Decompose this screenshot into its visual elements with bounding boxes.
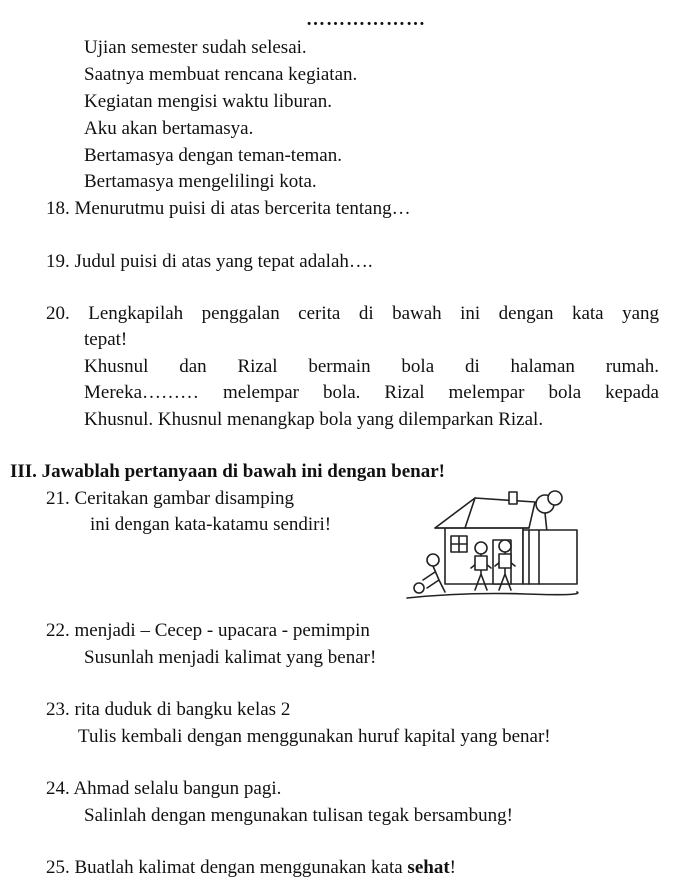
question-20-story-3: Khusnul. Khusnul menangkap bola yang dilemparkan Rizal. bbox=[84, 409, 544, 430]
question-23-line-1: 23. rita duduk di bangku kelas 2 bbox=[46, 699, 291, 720]
question-24-line-2: Salinlah dengan mengunakan tulisan tegak bersambung! bbox=[84, 805, 513, 826]
question-25-keyword: sehat bbox=[407, 857, 450, 878]
question-20-story-1: Khusnul dan Rizal bermain bola di halaman rumah. bbox=[84, 356, 659, 377]
house-children-illustration bbox=[405, 488, 580, 606]
poem-line-6: Bertamasya mengelilingi kota. bbox=[84, 171, 317, 192]
question-21-line-2: ini dengan kata-katamu sendiri! bbox=[90, 514, 332, 535]
question-20-story-2: Mereka……… melempar bola. Rizal melempar bola kepada bbox=[84, 382, 659, 403]
question-22-line-1: 22. menjadi – Cecep - upacara - pemimpin bbox=[46, 620, 370, 641]
question-19: 19. Judul puisi di atas yang tepat adalah…. bbox=[46, 251, 373, 272]
poem-title-placeholder: ……………… bbox=[306, 9, 426, 30]
question-20-line-1: 20. Lengkapilah penggalan cerita di bawah ini dengan kata yang bbox=[46, 303, 659, 324]
question-21-line-1: 21. Ceritakan gambar disamping bbox=[46, 488, 294, 509]
question-20-line-2: tepat! bbox=[84, 329, 128, 350]
poem-line-2: Saatnya membuat rencana kegiatan. bbox=[84, 64, 358, 85]
question-22-line-2: Susunlah menjadi kalimat yang benar! bbox=[84, 647, 377, 668]
question-25 bbox=[46, 856, 456, 880]
poem-line-1: Ujian semester sudah selesai. bbox=[84, 37, 307, 58]
question-24-line-1: 24. Ahmad selalu bangun pagi. bbox=[46, 778, 282, 799]
question-18: 18. Menurutmu puisi di atas bercerita tentang… bbox=[46, 198, 411, 219]
section-3-heading: III. Jawablah pertanyaan di bawah ini dengan benar! bbox=[10, 461, 445, 482]
question-25-prefix: 25. Buatlah kalimat dengan menggunakan kata bbox=[46, 857, 408, 878]
question-25-suffix: ! bbox=[449, 857, 456, 878]
question-23-line-2: Tulis kembali dengan menggunakan huruf kapital yang benar! bbox=[78, 726, 551, 747]
poem-line-5: Bertamasya dengan teman-teman. bbox=[84, 145, 342, 166]
poem-line-4: Aku akan bertamasya. bbox=[84, 118, 254, 139]
poem-line-3: Kegiatan mengisi waktu liburan. bbox=[84, 91, 332, 112]
